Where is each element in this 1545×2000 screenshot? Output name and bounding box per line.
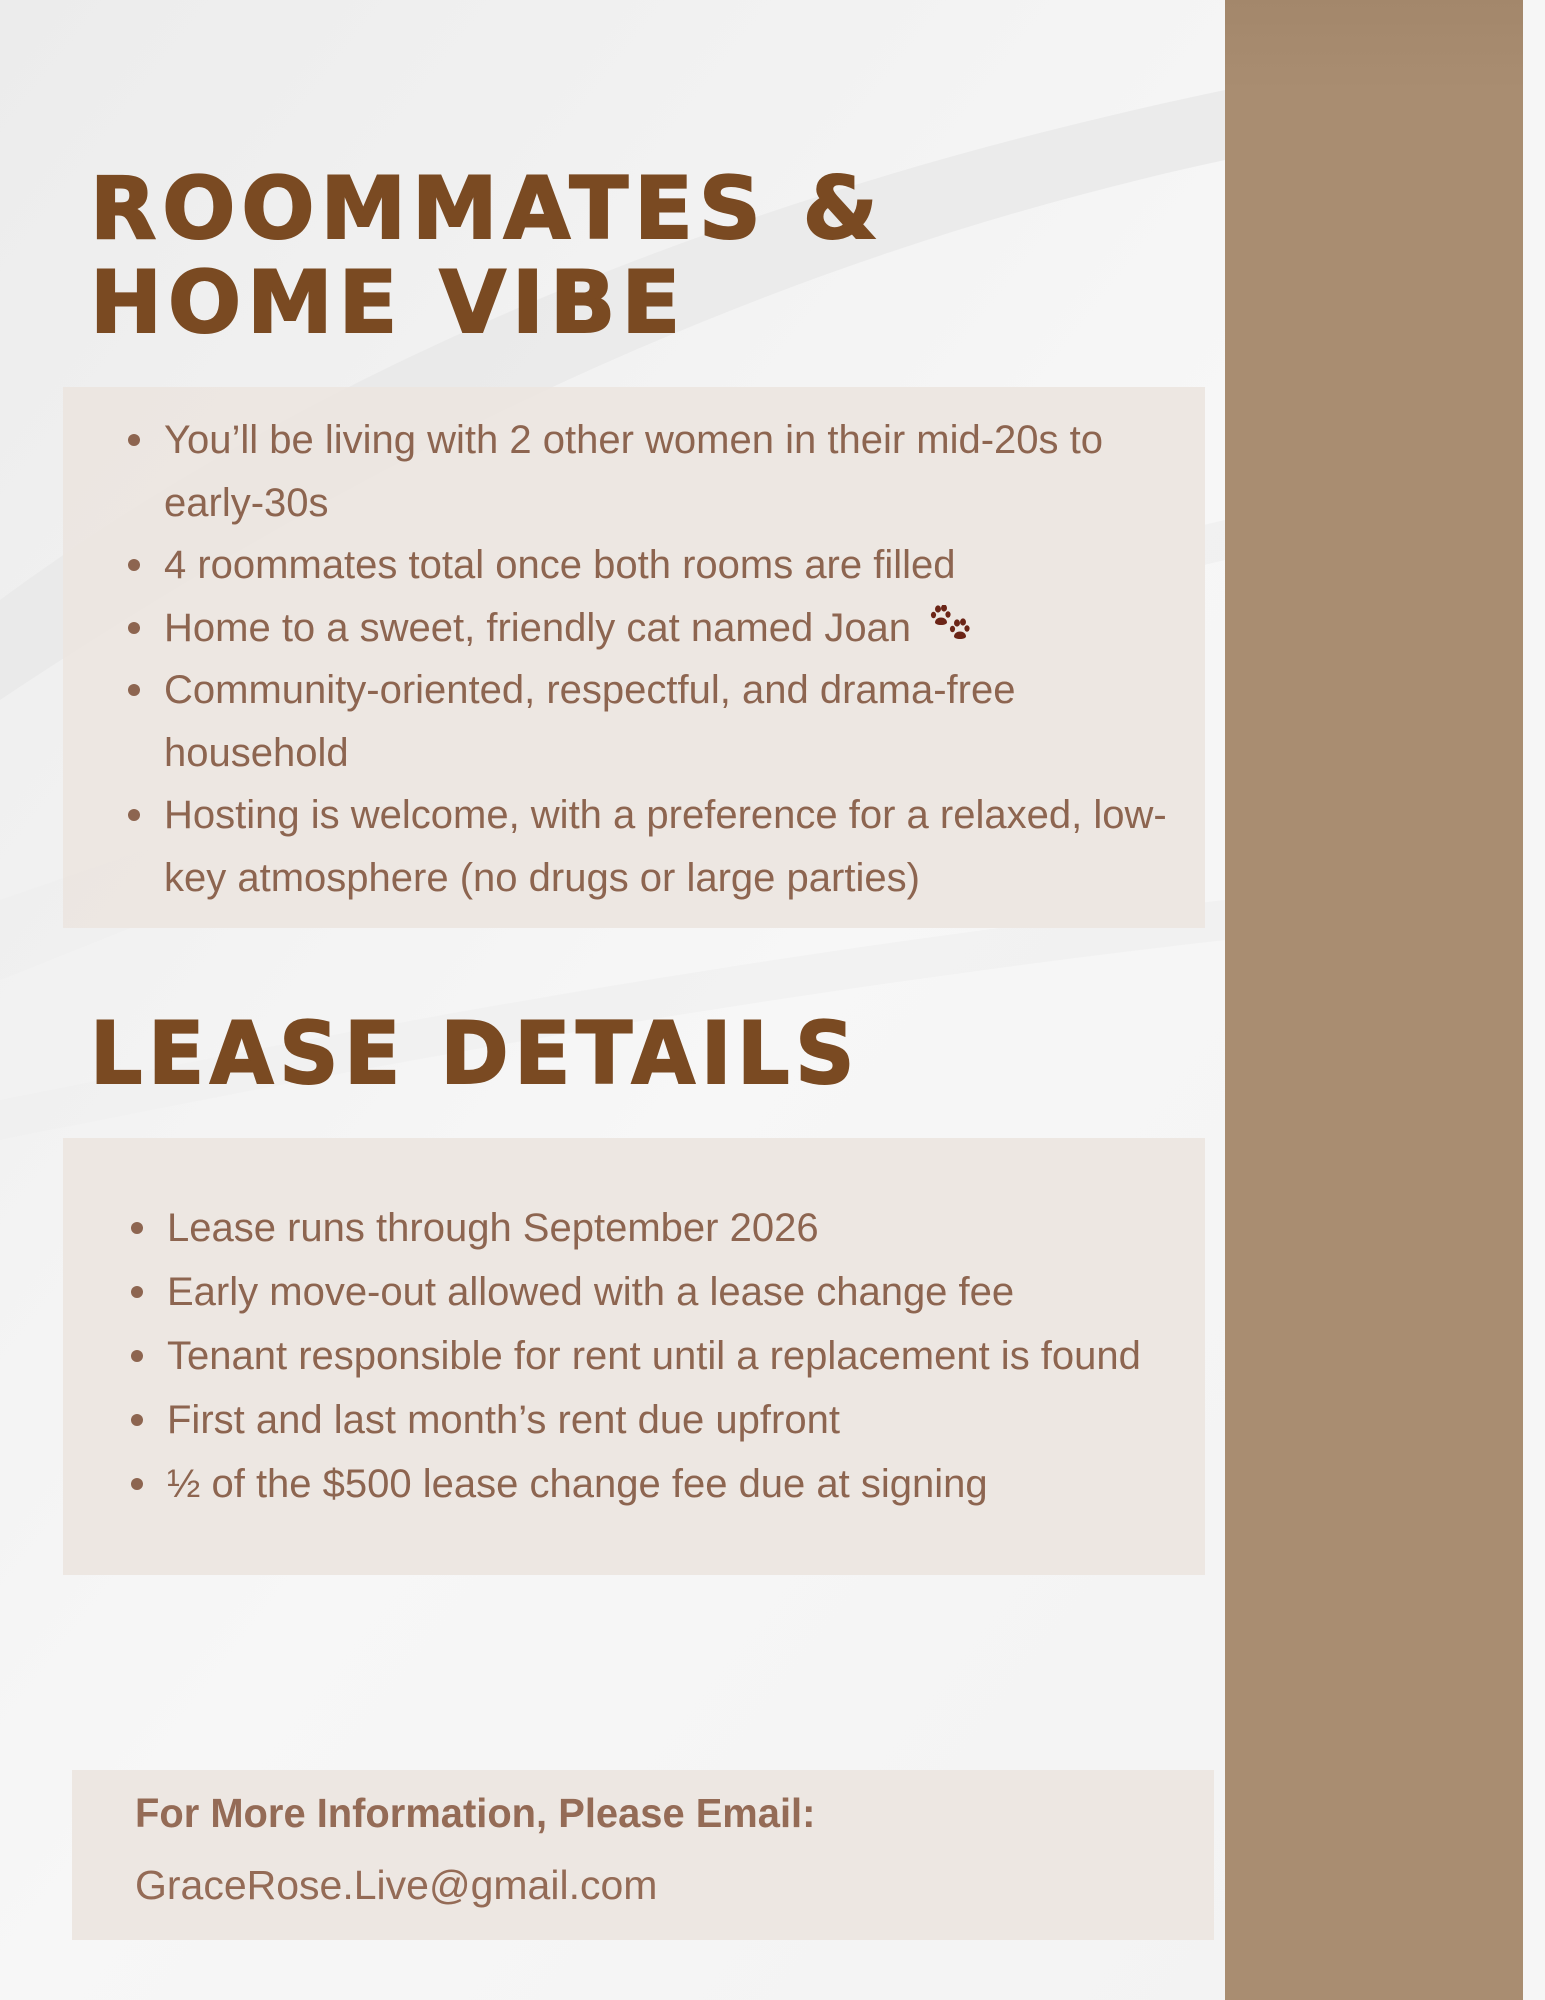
list-item-text: First and last month’s rent due upfront (167, 1398, 840, 1442)
list-item-text: Home to a sweet, friendly cat named Joan (164, 605, 912, 650)
lease-details-heading: LEASE DETAILS (90, 1004, 861, 1104)
bullet-dot (131, 1222, 143, 1234)
list-item-text: Community-oriented, respectful, and drama-free household (164, 668, 1016, 775)
bullet-dot (131, 1350, 143, 1362)
bullet-dot (128, 434, 140, 446)
list-item (167, 1452, 1177, 1516)
list-item (167, 1324, 1177, 1388)
bullet-dot (131, 1414, 143, 1426)
list-item (164, 784, 1174, 909)
roommates-heading (90, 159, 990, 353)
list-item (167, 1388, 1177, 1452)
bullet-dot (128, 684, 140, 696)
bullet-dot (128, 622, 140, 634)
list-item (164, 409, 1174, 534)
list-item (167, 1260, 1177, 1324)
list-item-text: ½ of the $500 lease change fee due at signing (167, 1462, 988, 1506)
list-item (164, 597, 1174, 660)
list-item-text: Hosting is welcome, with a preference for a relaxed, low-key atmosphere (no drugs or large parties) (164, 793, 1167, 900)
contact-label: For More Information, Please Email: (135, 1790, 816, 1836)
lease-list (167, 1196, 1177, 1516)
list-item (164, 534, 1174, 597)
paw-prints-icon (930, 605, 974, 645)
bullet-dot (131, 1286, 143, 1298)
roommates-heading-line-2: HOME VIBE (90, 253, 687, 353)
list-item-text: Lease runs through September 2026 (167, 1206, 819, 1250)
roommates-list (164, 409, 1174, 909)
list-item-text: Tenant responsible for rent until a replacement is found (167, 1334, 1141, 1378)
bullet-dot (128, 809, 140, 821)
bullet-dot (128, 559, 140, 571)
list-item (167, 1196, 1177, 1260)
list-item-text: 4 roommates total once both rooms are filled (164, 543, 956, 587)
list-item-text: You’ll be living with 2 other women in their mid-20s to early-30s (164, 418, 1104, 525)
contact-email-link[interactable]: GraceRose.Live@gmail.com (135, 1862, 658, 1908)
list-item-text: Early move-out allowed with a lease change fee (167, 1270, 1015, 1314)
bullet-dot (131, 1478, 143, 1490)
side-accent-bar (1225, 0, 1523, 2000)
roommates-heading-line-1: ROOMMATES & (90, 159, 884, 259)
list-item (164, 659, 1174, 784)
